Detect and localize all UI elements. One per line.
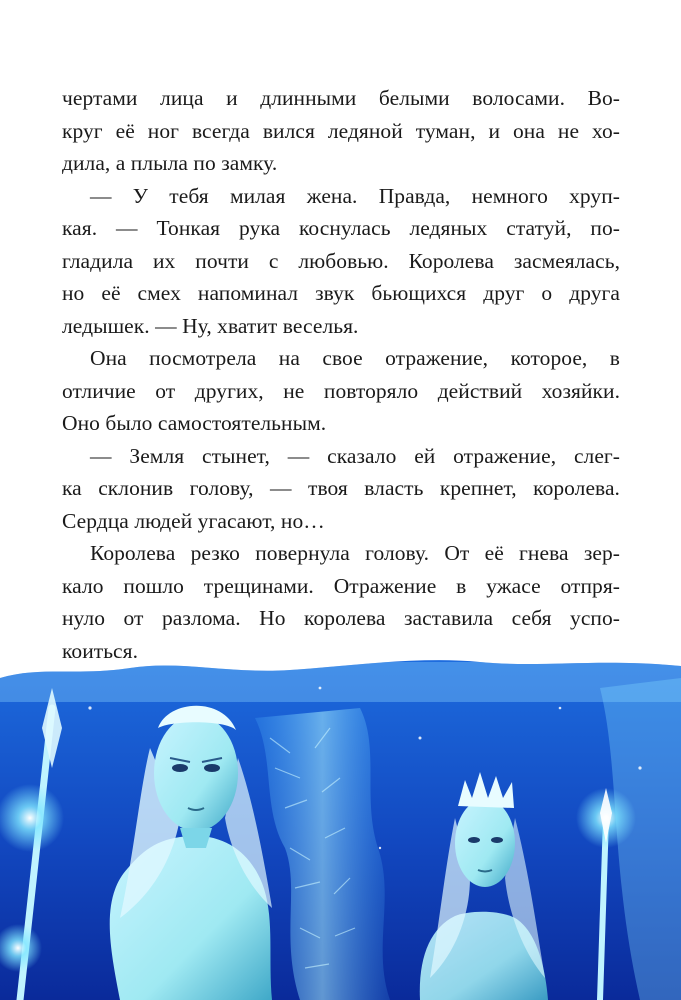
text-line: — Земля стынет, — сказало ей отражение, слег-: [90, 443, 620, 468]
story-text: [62, 82, 620, 700]
snow-queen-illustration: [0, 648, 681, 1000]
text-line: Сердца людей угасают, но…: [62, 508, 325, 533]
text-line: кало пошло трещинами. Отражение в ужасе отпря-: [62, 573, 620, 598]
text-line: чертами лица и длинными белыми волосами. Во-: [62, 86, 620, 110]
text-line: Королева резко повернула голову. От её гнева зер-: [90, 541, 620, 565]
text-line: — У тебя милая жена. Правда, немного хруп-: [90, 183, 620, 208]
text-line: но её смех напоминал звук бьющихся друг о друга: [62, 281, 620, 305]
text-line: гладила их почти с любовью. Королева засмеялась,: [62, 248, 620, 273]
text-line: круг её ног всегда вился ледяной туман, и она не хо-: [62, 118, 620, 143]
text-line: нуло от разлома. Но королева заставила себя успо-: [62, 606, 620, 630]
text-line: Оно было самостоятельным.: [62, 411, 327, 435]
text-line: ледышек. — Ну, хватит веселья.: [62, 313, 359, 338]
text-line: отличие от других, не повторяло действий хозяйки.: [62, 378, 620, 403]
snow-queen-and-reflection-illustration: [0, 648, 681, 1000]
text-line: коиться.: [62, 638, 139, 663]
text-line: кая. — Тонкая рука коснулась ледяных статуй, по-: [62, 216, 620, 240]
text-line: Она посмотрела на свое отражение, которое, в: [90, 346, 620, 370]
text-line: дила, а плыла по замку.: [62, 151, 278, 175]
text-line: ка склонив голову, — твоя власть крепнет, королева.: [62, 476, 620, 500]
